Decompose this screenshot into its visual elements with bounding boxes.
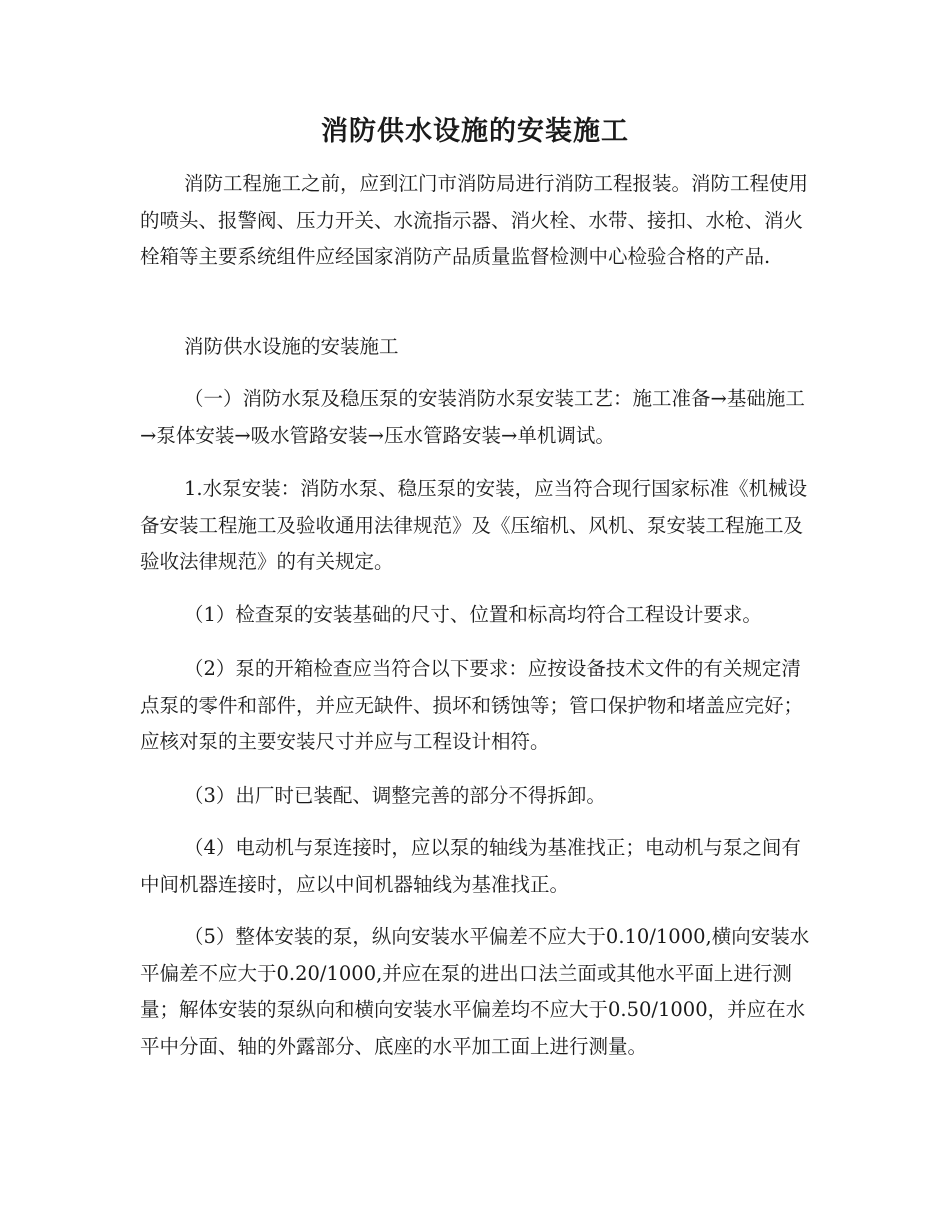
- paragraph-pump-process: （一）消防水泵及稳压泵的安装消防水泵安装工艺：施工准备→基础施工→泵体安装→吸水管路安装→压水管路安装→单机调试。: [140, 387, 805, 447]
- paragraph-section-heading: 消防供水设施的安装施工: [184, 335, 399, 358]
- document-title: 消防供水设施的安装施工: [321, 116, 629, 147]
- paragraph-pump-installation: 1.水泵安装：消防水泵、稳压泵的安装，应当符合现行国家标准《机械设备安装工程施工及验收通用法律规范》及《压缩机、风机、泵安装工程施工及验收法律规范》的有关规定。: [140, 477, 808, 573]
- paragraph-item-4: （4）电动机与泵连接时，应以泵的轴线为基准找正；电动机与泵之间有中间机器连接时，应以中间机器轴线为基准找正。: [140, 836, 801, 896]
- paragraph-item-2: （2）泵的开箱检查应当符合以下要求：应按设备技术文件的有关规定清点泵的零件和部件，并应无缺件、损坏和锈蚀等；管口保护物和堵盖应完好；应核对泵的主要安装尺寸并应与工程设计相符。: [140, 657, 804, 753]
- paragraph-item-5: （5）整体安装的泵，纵向安装水平偏差不应大于0.10/1000,横向安装水平偏差不应大于0.20/1000,并应在泵的进出口法兰面或其他水平面上进行测量；解体安装的泵纵向和横向安装水平偏差均不应大于0.50/1000，并应在水平中分面、轴的外露部分、底座的水平加工面上进行测量。: [140, 925, 810, 1058]
- paragraph-item-1: （1）检查泵的安装基础的尺寸、位置和标高均符合工程设计要求。: [184, 603, 762, 626]
- paragraph-item-3: （3）出厂时已装配、调整完善的部分不得拆卸。: [184, 784, 606, 807]
- paragraph-intro: 消防工程施工之前，应到江门市消防局进行消防工程报装。消防工程使用的喷头、报警阀、压力开关、水流指示器、消火栓、水带、接扣、水枪、消火栓箱等主要系统组件应经国家消防产品质量监督检测中心检验合格的产品.: [140, 172, 809, 268]
